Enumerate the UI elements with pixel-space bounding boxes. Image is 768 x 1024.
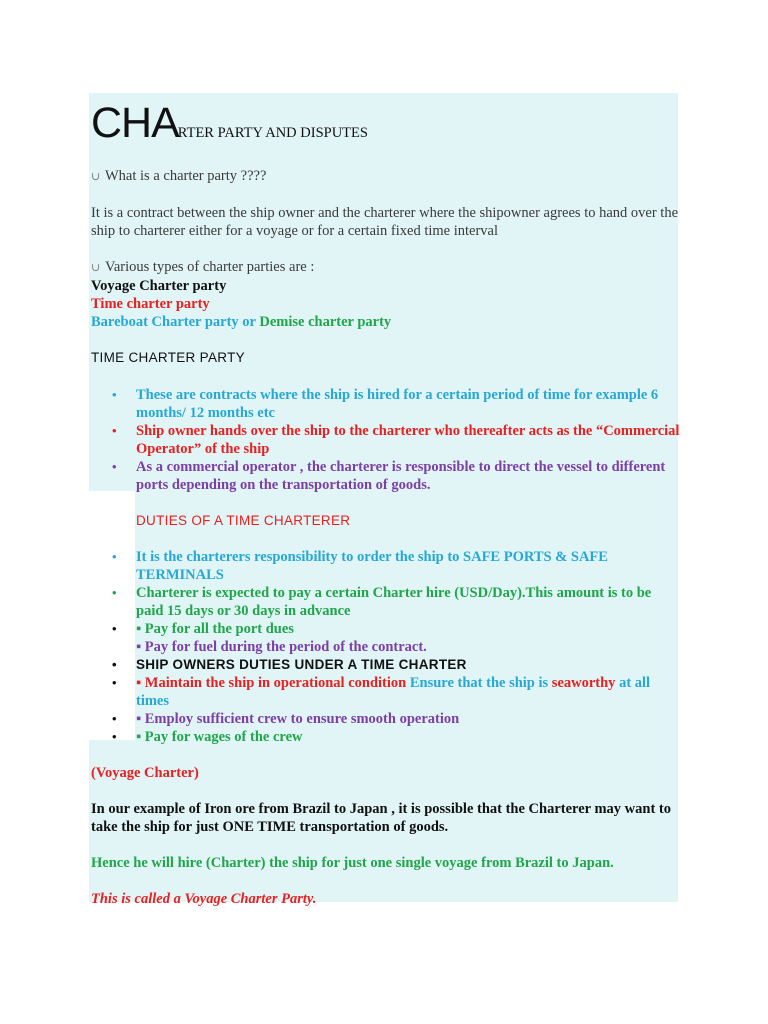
u-bullet-icon: ∪ [91, 171, 101, 183]
bullet-dot-icon: • [112, 657, 117, 672]
list-item: ▪ Pay for fuel during the period of the contract. [136, 639, 427, 655]
bullet-dot-icon: • [112, 423, 117, 438]
list-item: • It is the charterers responsibility to order the ship to SAFE PORTS & SAFE TERMINALS [112, 549, 608, 583]
list-item: • Ship owner hands over the ship to the charterer who thereafter acts as the “Commercial Operator” of the ship [112, 423, 680, 457]
voyage-charter-heading: (Voyage Charter) [91, 765, 199, 781]
bullet-dot-icon: • [112, 585, 117, 600]
question-types: ∪ Various types of charter parties are : [91, 259, 315, 275]
list-item: • ▪ Employ sufficient crew to ensure smooth operation [112, 711, 460, 727]
u-bullet-icon: ∪ [91, 262, 101, 274]
voyage-paragraph-3: This is called a Voyage Charter Party. [91, 891, 317, 907]
duties-list [91, 548, 681, 746]
bullet-dot-icon: • [112, 387, 117, 402]
time-charter-list [91, 386, 681, 494]
list-item: • ▪ Pay for wages of the crew [112, 729, 303, 745]
title-rest: RTER PARTY AND DISPUTES [177, 125, 368, 141]
type-time: Time charter party [91, 296, 210, 312]
list-item: • ▪ Maintain the ship in operational condition Ensure that the ship is seaworthy at all times [112, 675, 651, 709]
definition-paragraph: It is a contract between the ship owner and the charterer where the shipowner agrees to hand over the ship to charterer either for a voyage or for a certain fixed time interval [91, 205, 679, 239]
voyage-paragraph-2: Hence he will hire (Charter) the ship for just one single voyage from Brazil to Japan. [91, 855, 614, 871]
list-item: • These are contracts where the ship is hired for a certain period of time for example 6 months/ 12 months etc [112, 387, 659, 421]
page-title [91, 97, 681, 149]
bullet-dot-icon: • [112, 711, 117, 726]
voyage-paragraph-1: In our example of Iron ore from Brazil to Japan , it is possible that the Charterer may want to take the ship for just ONE TIME transportation of goods. [91, 801, 671, 835]
duties-heading: DUTIES OF A TIME CHARTERER [136, 513, 351, 528]
list-item: • SHIP OWNERS DUTIES UNDER A TIME CHARTER [112, 657, 467, 672]
bullet-dot-icon: • [112, 621, 117, 636]
bullet-dot-icon: • [112, 675, 117, 690]
bullet-dot-icon: • [112, 459, 117, 474]
title-large-letters: CHA [91, 99, 179, 147]
list-item: • Charterer is expected to pay a certain Charter hire (USD/Day).This amount is to be paid 15 days or 30 days in advance [112, 585, 652, 619]
type-or: or [242, 314, 256, 330]
type-voyage: Voyage Charter party [91, 278, 227, 294]
question-what-is: ∪ What is a charter party ???? [91, 168, 267, 184]
bullet-dot-icon: • [112, 729, 117, 744]
bullet-dot-icon: • [112, 549, 117, 564]
type-bareboat-demise [91, 313, 681, 331]
time-charter-heading: TIME CHARTER PARTY [91, 350, 245, 365]
type-demise: Demise charter party [259, 314, 392, 330]
list-item: • As a commercial operator , the charterer is responsible to direct the vessel to different ports depending on the transportation of goods. [112, 459, 666, 493]
list-item: • ▪ Pay for all the port dues [112, 621, 294, 637]
type-bareboat: Bareboat Charter party [91, 314, 239, 330]
document-body [91, 97, 681, 908]
